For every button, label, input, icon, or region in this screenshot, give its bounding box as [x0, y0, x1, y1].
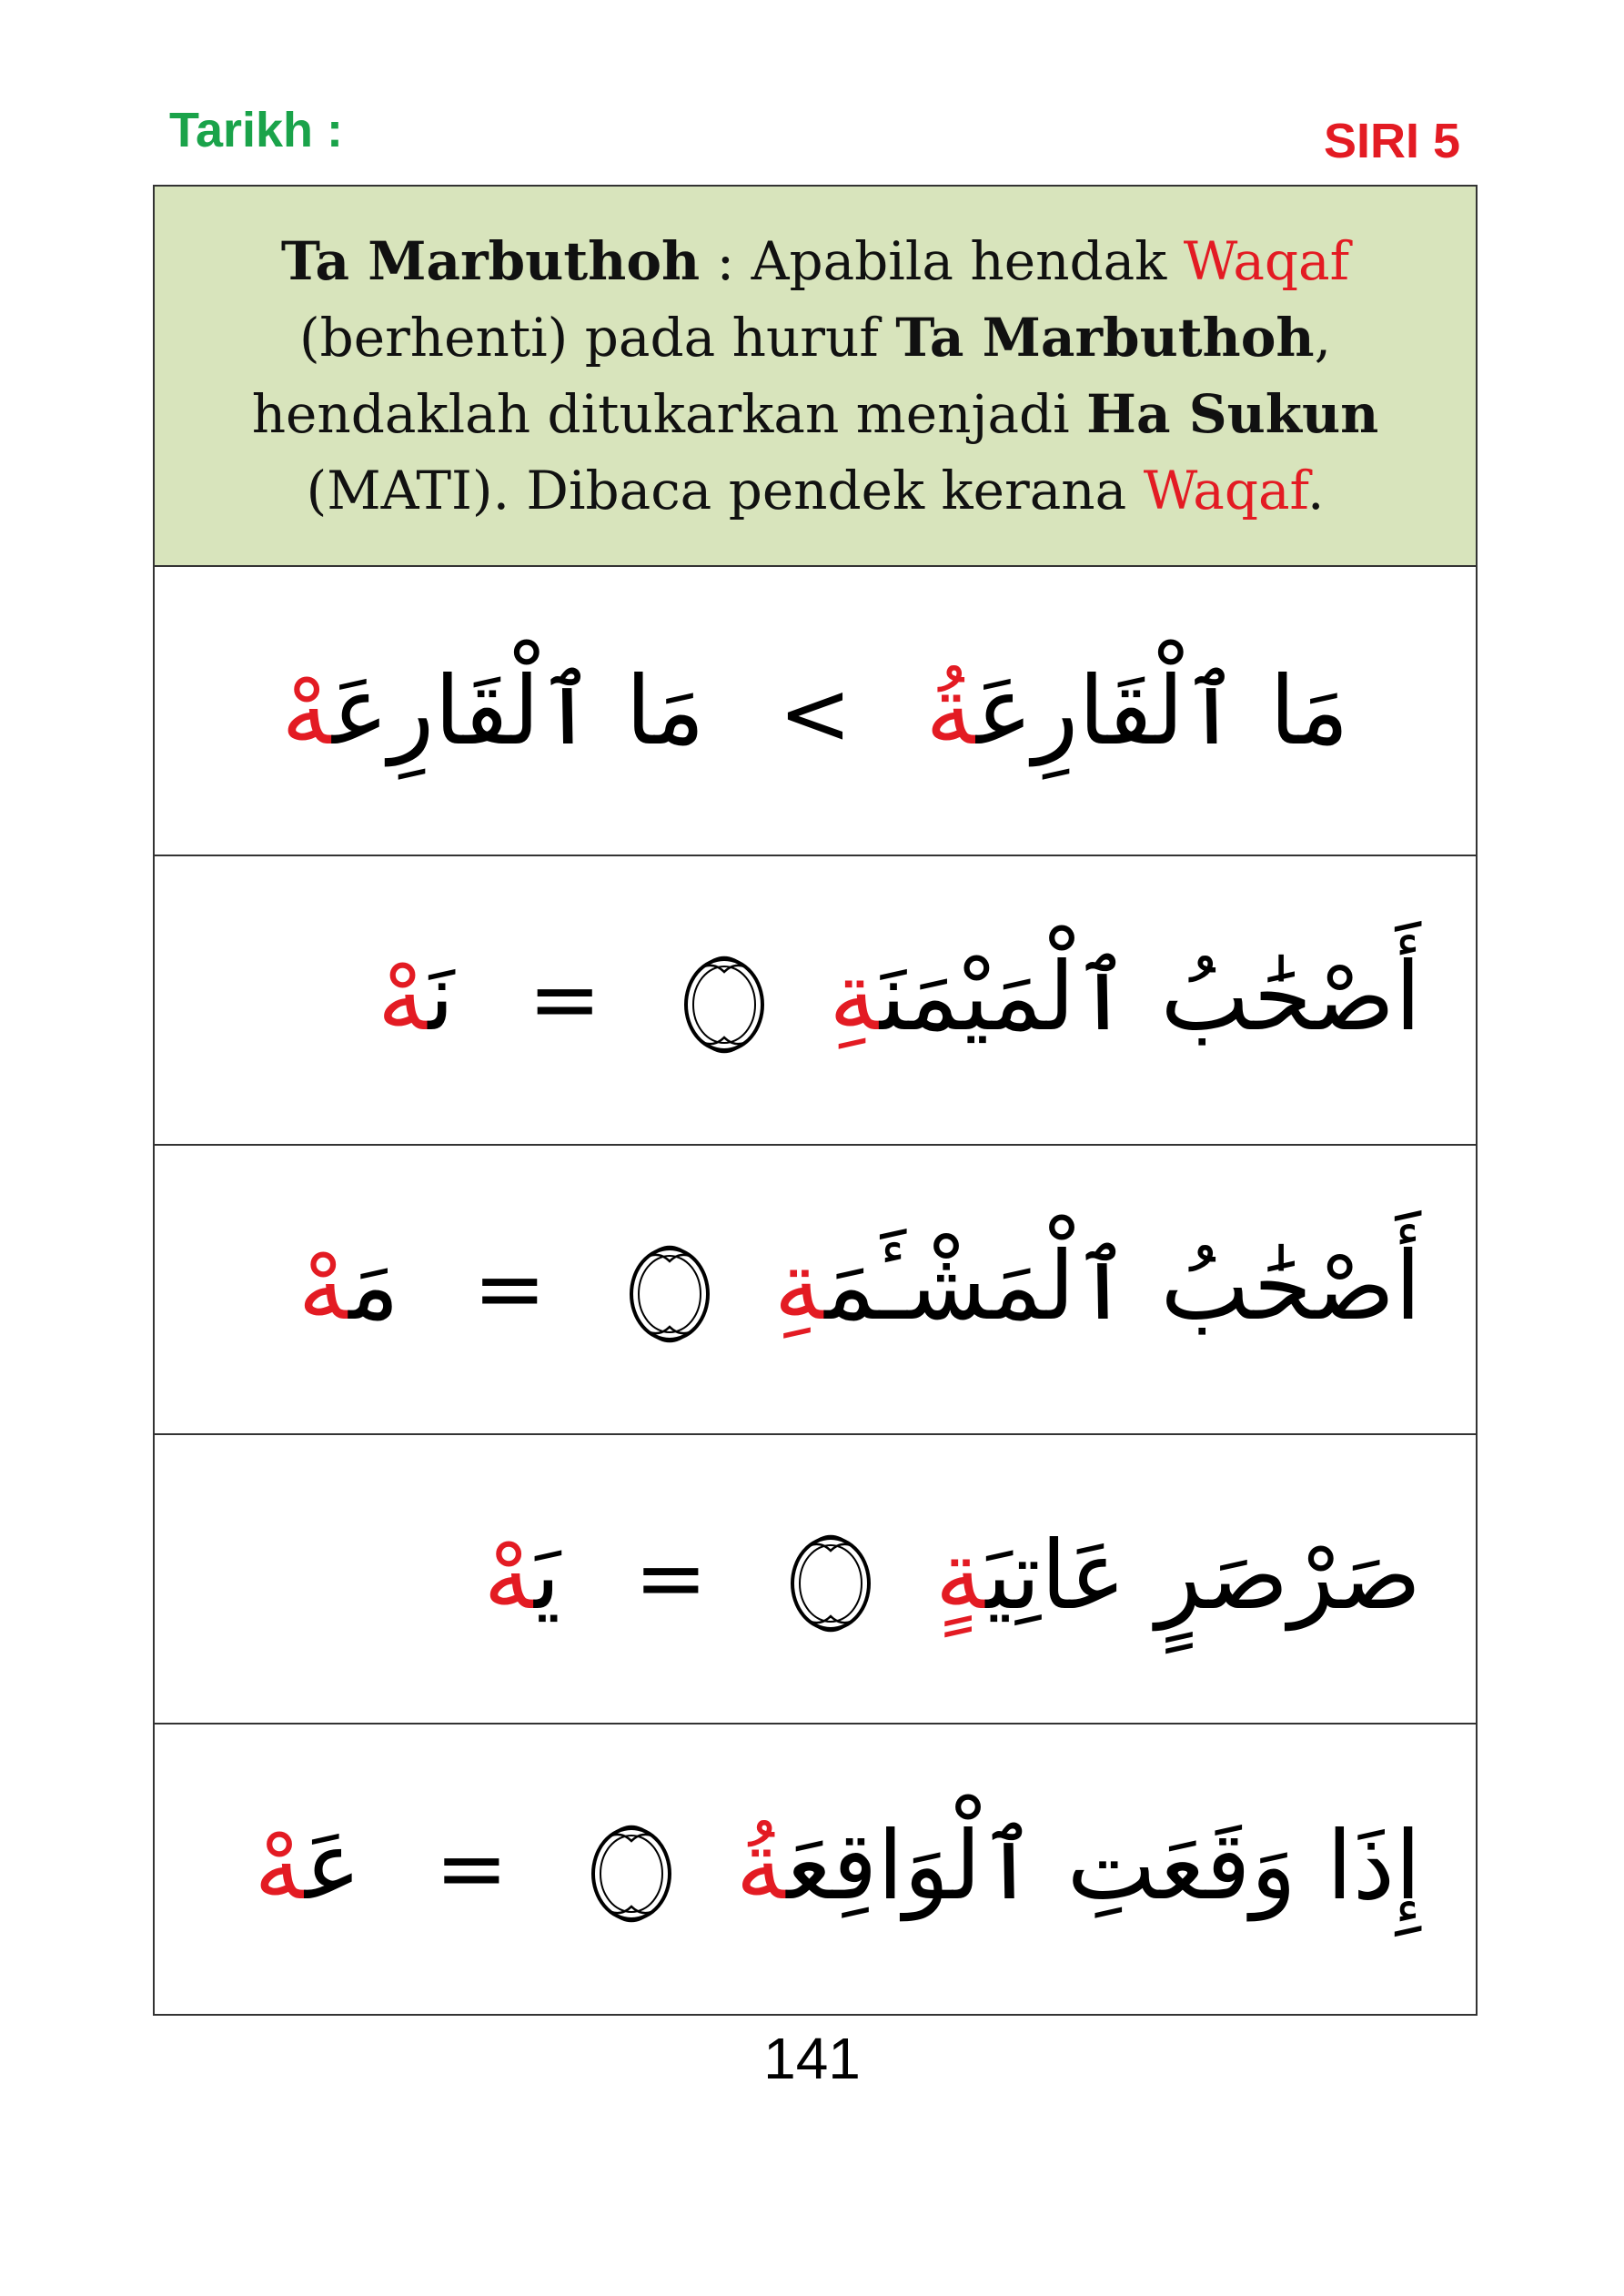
- arabic-phrase: صَرْصَرٍ عَاتِيَةٍ: [934, 1519, 1421, 1631]
- term-ta-marbuthoh-2: Ta Marbuthoh: [895, 307, 1315, 369]
- series-label: SIRI 5: [1323, 114, 1460, 168]
- ayah-end-icon: [677, 946, 772, 1059]
- example-row-4: [155, 1435, 1476, 1725]
- term-ha-sukun: Ha Sukun: [1086, 383, 1379, 445]
- example-row-5: [155, 1725, 1476, 2014]
- intro-text-1: : Apabila hendak: [700, 230, 1184, 292]
- example-row-3: [155, 1146, 1476, 1435]
- ayah-end-icon: [622, 1236, 717, 1349]
- intro-text-4: (MATI). Dibaca pendek kerana: [306, 460, 1144, 521]
- lesson-table: [153, 185, 1478, 2016]
- term-ta-marbuthoh: Ta Marbuthoh: [280, 230, 701, 292]
- page-number: 141: [763, 2026, 861, 2091]
- arabic-result: نَهْ: [377, 940, 455, 1052]
- date-label: Tarikh :: [169, 103, 344, 157]
- equals-symbol: =: [473, 1237, 547, 1340]
- example-row-2: [155, 856, 1476, 1146]
- intro-text-2: (berhenti) pada huruf: [298, 307, 896, 369]
- arabic-phrase: أَصْحَٰبُ ٱلْمَيْمَنَةِ: [829, 940, 1421, 1052]
- arabic-phrase: إِذَا وَقَعَتِ ٱلْوَاقِعَةُ: [735, 1809, 1421, 1921]
- ayah-end-icon: [584, 1816, 679, 1928]
- arabic-waqaf-phrase: مَا ٱلْقَارِعَهْ: [281, 655, 705, 766]
- arabic-result: يَهْ: [483, 1519, 561, 1631]
- rule-explanation: [155, 187, 1476, 567]
- equals-symbol: =: [435, 1816, 509, 1919]
- arabic-result: عَهْ: [254, 1809, 362, 1921]
- arabic-result: مَهْ: [298, 1229, 399, 1341]
- term-waqaf-2: Waqaf: [1143, 460, 1307, 521]
- operator-symbol: >: [778, 663, 852, 764]
- equals-symbol: =: [634, 1526, 708, 1629]
- term-waqaf: Waqaf: [1183, 230, 1350, 292]
- intro-text-3: , hendaklah ditukarkan menjadi: [251, 307, 1331, 445]
- intro-text-5: .: [1306, 460, 1325, 521]
- arabic-phrase: مَا ٱلْقَارِعَةُ: [925, 655, 1349, 766]
- equals-symbol: =: [528, 947, 601, 1050]
- ayah-end-icon: [783, 1525, 878, 1638]
- example-row-1: [155, 567, 1476, 856]
- arabic-phrase: أَصْحَٰبُ ٱلْمَشْـَٔمَةِ: [773, 1229, 1421, 1341]
